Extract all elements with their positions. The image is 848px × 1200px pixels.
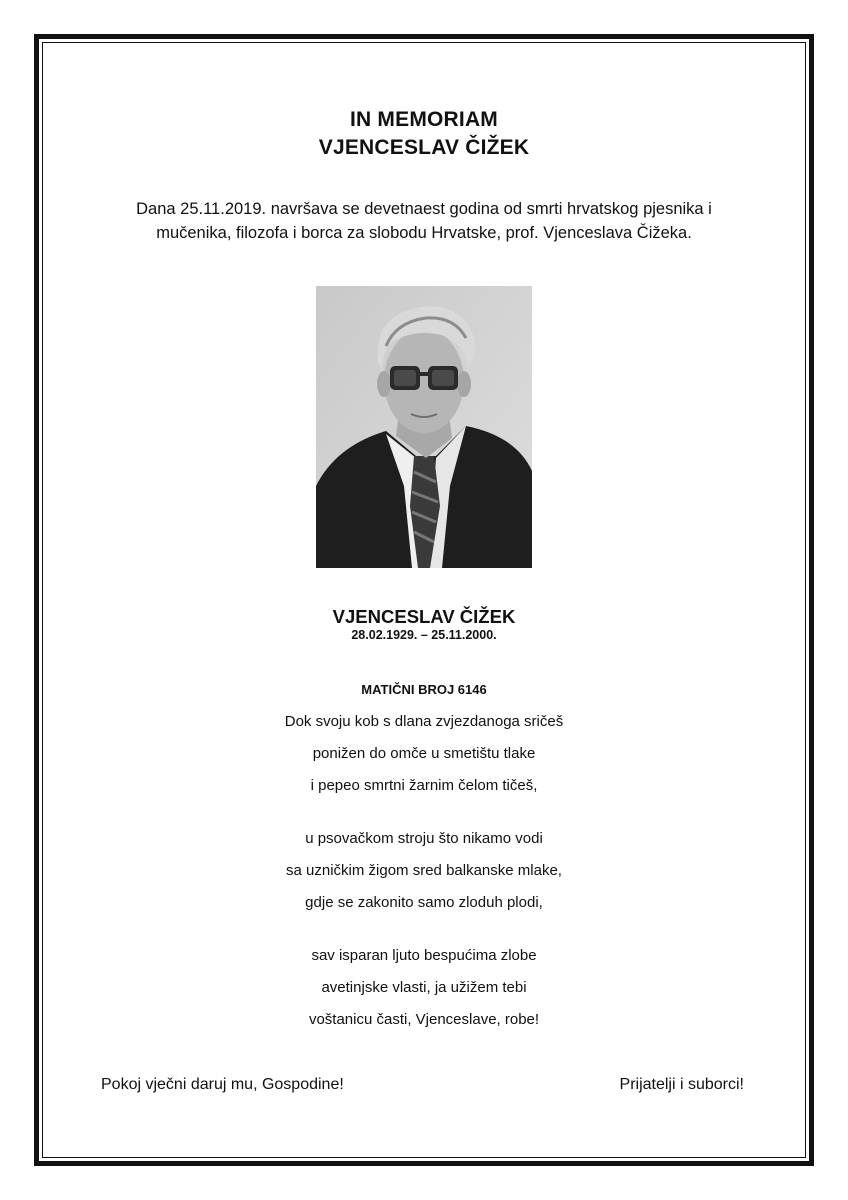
footer-prayer: Pokoj vječni daruj mu, Gospodine! [101,1076,344,1093]
poem-line: u psovačkom stroju što nikamo vodi [305,830,543,847]
intro-text-line-2: mučenika, filozofa i borca za slobodu Hrvatske, prof. Vjenceslava Čižeka. [156,224,692,242]
poem-line: voštanicu časti, Vjenceslave, robe! [308,1011,540,1028]
poem-line: sav isparan ljuto bespućima zlobe [311,947,537,964]
header-title: IN MEMORIAM [349,108,499,131]
portrait-photo [316,286,532,568]
poem-line: Dok svoju kob s dlana zvjezdanoga sričeš [284,713,564,730]
poem-line: i pepeo smrtni žarnim čelom tičeš, [310,777,538,794]
poem-title: MATIČNI BROJ 6146 [361,682,487,697]
poem-line: avetinjske vlasti, ja užižem tebi [321,979,527,996]
poem-line: ponižen do omče u smetištu tlake [312,745,536,762]
life-dates: 28.02.1929. – 25.11.2000. [351,628,497,642]
poem-line: sa uzničkim žigom sred balkanske mlake, [286,862,562,879]
poem-line: gdje se zakonito samo zloduh plodi, [305,894,543,911]
intro-text-line-1: Dana 25.11.2019. navršava se devetnaest godina od smrti hrvatskog pjesnika i [136,200,712,218]
person-name: VJENCESLAV ČIŽEK [332,606,516,627]
header-name: VJENCESLAV ČIŽEK [318,136,530,159]
footer-signature: Prijatelji i suborci! [619,1076,744,1093]
